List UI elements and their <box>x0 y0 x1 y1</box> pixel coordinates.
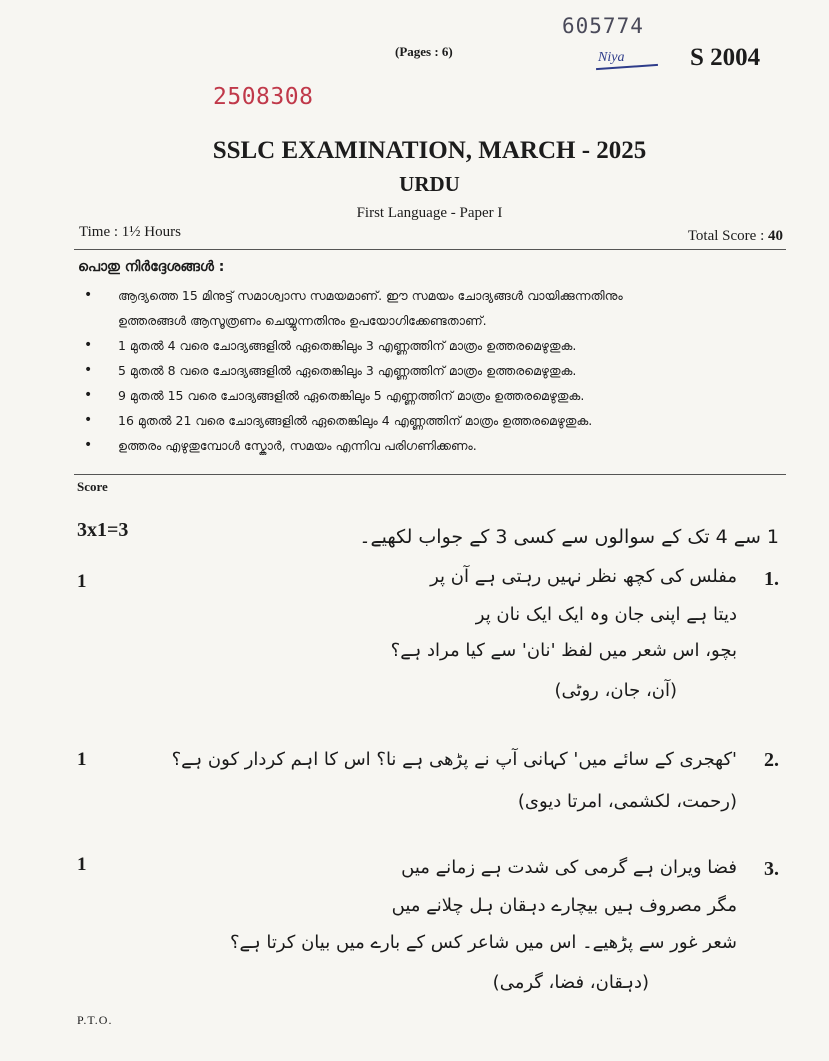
question-1-number: 1. <box>764 568 779 590</box>
question-3-mark: 1 <box>77 854 87 875</box>
handwritten-number: 605774 <box>562 14 644 38</box>
instruction-item: • ഉത്തരം എഴുതുമ്പോൾ സ്കോർ, സമയം എന്നിവ പരിഗണിക്കണം. <box>74 433 794 458</box>
paper-name: First Language - Paper I <box>356 205 503 221</box>
question-2-mark: 1 <box>77 749 87 770</box>
question-1-line-2: دیتا ہے اپنی جان وہ ایک ایک نان پر <box>475 604 737 625</box>
question-3-line-1: فضا ویران ہے گرمی کی شدت ہے زمانے میں <box>401 857 737 878</box>
question-1-options: (آن، جان، روٹی) <box>554 680 677 701</box>
instruction-item: • 5 മുതൽ 8 വരെ ചോദ്യങ്ങളിൽ ഏതെങ്കിലും 3 എണ്ണത്തിന് മാത്രം ഉത്തരമെഴുതുക. <box>74 358 794 383</box>
stamp-number: 2508308 <box>213 84 314 110</box>
instruction-item: • 1 മുതൽ 4 വരെ ചോദ്യങ്ങളിൽ ഏതെങ്കിലും 3 എണ്ണത്തിന് മാത്രം ഉത്തരമെഴുതുക. <box>74 333 794 358</box>
total-score-label: Total Score : <box>687 228 765 244</box>
question-2-options: (رحمت، لکشمی، امرتا دیوی) <box>517 791 737 812</box>
question-2-line-1: 'کھجری کے سائے میں' کہانی آپ نے پڑھی ہے نا؟ اس کا اہم کردار کون ہے؟ <box>171 749 737 770</box>
instruction-item: • 16 മുതൽ 21 വരെ ചോദ്യങ്ങളിൽ ഏതെങ്കിലും 4 എണ്ണത്തിന് മാത്രം ഉത്തരമെഴുതുക. <box>74 408 794 433</box>
question-1-line-1: مفلس کی کچھ نظر نہیں رہتی ہے آن پر <box>430 566 737 587</box>
instruction-item-continued: ഉത്തരങ്ങൾ ആസൂത്രണം ചെയ്യുന്നതിനും ഉപയോഗിക്കേണ്ടതാണ്. <box>118 313 487 328</box>
paper-code: S 2004 <box>690 44 761 71</box>
total-score <box>688 228 783 245</box>
question-3-options: (دہقان، فضا، گرمی) <box>492 972 649 993</box>
total-score-value: 40 <box>768 228 783 244</box>
exam-title: SSLC EXAMINATION, MARCH - 2025 <box>212 137 647 164</box>
instructions-list <box>74 283 794 458</box>
question-3-line-2: مگر مصروف ہیں بیچارے دہقان ہل چلانے میں <box>391 895 737 916</box>
section-mark: 3x1=3 <box>77 519 129 541</box>
section-instruction: 1 سے 4 تک کے سوالوں سے کسی 3 کے جواب لکھیے۔ <box>359 526 779 548</box>
handwritten-signature: Niya <box>598 50 625 65</box>
page-count: (Pages : 6) <box>395 44 453 59</box>
score-column-label: Score <box>77 479 108 494</box>
question-2-number: 2. <box>764 749 779 771</box>
instructions-heading: പൊതു നിർദ്ദേശങ്ങൾ : <box>78 259 225 275</box>
subject-title: URDU <box>399 172 460 196</box>
question-1-mark: 1 <box>77 571 87 592</box>
divider-bottom <box>74 474 786 475</box>
page-turn-over: P.T.O. <box>77 1013 113 1027</box>
question-3-line-3: شعر غور سے پڑھیے۔ اس میں شاعر کس کے بارے میں بیان کرتا ہے؟ <box>230 932 737 953</box>
time-allowed: Time : 1½ Hours <box>79 224 181 240</box>
question-1-line-3: بچو، اس شعر میں لفظ 'نان' سے کیا مراد ہے؟ <box>390 640 737 661</box>
instruction-item: • ആദ്യത്തെ 15 മിനുട്ട് സമാശ്വാസ സമയമാണ്. ഈ സമയം ചോദ്യങ്ങൾ വായിക്കുന്നതിനും <box>74 283 794 308</box>
instruction-item: • 9 മുതൽ 15 വരെ ചോദ്യങ്ങളിൽ ഏതെങ്കിലും 5 എണ്ണത്തിന് മാത്രം ഉത്തരമെഴുതുക. <box>74 383 794 408</box>
question-3-number: 3. <box>764 858 779 880</box>
divider-top <box>74 249 786 250</box>
